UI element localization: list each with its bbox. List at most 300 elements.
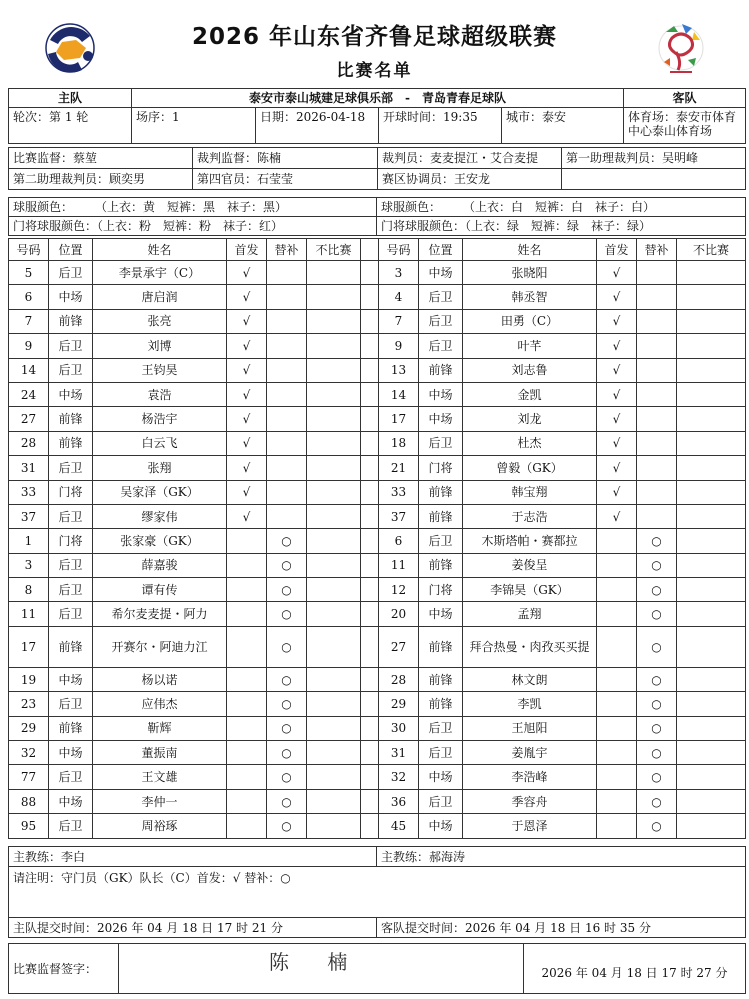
absent-mark-cell [307,309,361,333]
col-sub-header: 替补 [637,239,677,261]
sub-mark-cell [637,309,677,333]
absent-mark-cell [677,814,746,838]
table-row [9,553,746,577]
away-gk-kit-field [377,217,746,236]
player-number: 4 [379,285,419,309]
starter-mark-cell [597,578,637,602]
player-name: 王钧昊 [93,358,227,382]
sub-mark-cell [267,431,307,455]
player-number: 36 [379,789,419,813]
sub-mark-cell [637,358,677,382]
player-name: 季容舟 [463,789,597,813]
player-position: 后卫 [49,553,93,577]
starter-mark-cell [227,741,267,765]
table-row [9,407,746,431]
referee-field: 裁判员：麦麦提江・艾合麦提 [378,148,562,169]
starter-mark-cell: √ [227,504,267,528]
starter-mark-cell [227,578,267,602]
sub-mark-cell [267,309,307,333]
home-submission-time: 主队提交时间：2026 年 04 月 18 日 17 时 21 分 [9,918,377,938]
table-row [9,285,746,309]
player-name: 刘博 [93,334,227,358]
player-name: 张晓阳 [463,261,597,285]
starter-mark-cell [227,626,267,667]
absent-mark-cell [307,504,361,528]
player-position: 门将 [49,480,93,504]
absent-mark-cell [677,667,746,691]
player-position: 后卫 [419,789,463,813]
document-header [0,0,749,88]
player-name: 希尔麦麦提・阿力 [93,602,227,626]
player-number: 32 [379,765,419,789]
sub-mark-cell: ○ [637,602,677,626]
player-number: 14 [9,358,49,382]
divider-cell [361,261,379,285]
table-row [9,578,746,602]
sub-mark-cell: ○ [267,692,307,716]
divider-cell [361,407,379,431]
player-name: 于志浩 [463,504,597,528]
absent-mark-cell [307,358,361,382]
player-position: 前锋 [49,407,93,431]
player-position: 后卫 [49,692,93,716]
sub-mark-cell [267,285,307,309]
starter-mark-cell [597,667,637,691]
sub-mark-cell: ○ [637,789,677,813]
player-name: 韩宝翔 [463,480,597,504]
divider-cell [361,741,379,765]
table-row [9,431,746,455]
sub-mark-cell: ○ [267,814,307,838]
divider-cell [361,578,379,602]
player-number: 6 [379,529,419,553]
sub-mark-cell [267,261,307,285]
ar1-field: 第一助理裁判员：吴明峰 [562,148,746,169]
kickoff-field: 开球时间：19:35 [379,108,502,144]
player-position: 中场 [49,741,93,765]
player-number: 37 [9,504,49,528]
player-position: 前锋 [419,504,463,528]
table-row [9,626,746,667]
match-info-table [8,88,746,144]
supervisor-signature: 陈 楠 [269,950,364,974]
player-number: 23 [9,692,49,716]
player-position: 后卫 [49,578,93,602]
player-position: 前锋 [49,431,93,455]
player-number: 77 [9,765,49,789]
player-number: 14 [379,382,419,406]
player-number: 45 [379,814,419,838]
absent-mark-cell [677,626,746,667]
player-name: 靳辉 [93,716,227,740]
sub-mark-cell: ○ [267,578,307,602]
player-number: 8 [9,578,49,602]
starter-mark-cell: √ [227,480,267,504]
starter-mark-cell: √ [227,261,267,285]
roster-header-row [9,239,746,261]
player-position: 后卫 [419,716,463,740]
player-name: 杨以诺 [93,667,227,691]
absent-mark-cell [677,358,746,382]
starter-mark-cell [597,626,637,667]
absent-mark-cell [307,334,361,358]
divider-cell [361,309,379,333]
signature-label: 比赛监督签字： [9,944,119,994]
sub-mark-cell: ○ [267,716,307,740]
starter-mark-cell [597,814,637,838]
absent-mark-cell [677,504,746,528]
divider-cell [361,382,379,406]
player-name: 姜俊呈 [463,553,597,577]
sub-mark-cell: ○ [267,602,307,626]
player-position: 中场 [49,667,93,691]
sub-mark-cell [637,382,677,406]
player-name: 周裕琢 [93,814,227,838]
player-position: 前锋 [49,716,93,740]
col-position-header: 位置 [419,239,463,261]
absent-mark-cell [307,765,361,789]
player-number: 12 [379,578,419,602]
sub-mark-cell: ○ [637,741,677,765]
starter-mark-cell: √ [227,334,267,358]
player-name: 刘志鲁 [463,358,597,382]
ar2-field: 第二助理裁判员：顾奕男 [9,169,193,190]
player-number: 17 [379,407,419,431]
absent-mark-cell [677,285,746,309]
absent-mark-cell [677,407,746,431]
sub-mark-cell [637,431,677,455]
absent-mark-cell [307,602,361,626]
venue-field: 体育场：泰安市体育中心泰山体育场 [624,108,746,144]
player-name: 王文雄 [93,765,227,789]
player-number: 29 [379,692,419,716]
player-number: 7 [379,309,419,333]
divider-cell [361,765,379,789]
absent-mark-cell [307,692,361,716]
player-name: 曾毅（GK） [463,456,597,480]
divider-cell [361,358,379,382]
home-kit-field [9,198,377,217]
away-team-label: 客队 [624,89,746,108]
divider-cell [361,553,379,577]
away-kit-field [377,198,746,217]
absent-mark-cell [307,431,361,455]
col-number-header: 号码 [9,239,49,261]
player-position: 中场 [419,261,463,285]
absent-mark-cell [307,480,361,504]
table-row [9,358,746,382]
absent-mark-cell [677,716,746,740]
player-position: 后卫 [49,814,93,838]
player-name: 李锦昊（GK） [463,578,597,602]
starter-mark-cell [597,789,637,813]
player-position: 前锋 [419,480,463,504]
table-row [9,456,746,480]
starter-mark-cell: √ [227,407,267,431]
player-number: 11 [379,553,419,577]
player-position: 中场 [49,789,93,813]
absent-mark-cell [307,529,361,553]
divider-cell [361,529,379,553]
starter-mark-cell [597,553,637,577]
starter-mark-cell [597,765,637,789]
absent-mark-cell [307,578,361,602]
absent-mark-cell [677,692,746,716]
player-name: 王旭阳 [463,716,597,740]
player-number: 19 [9,667,49,691]
player-number: 20 [379,602,419,626]
starter-mark-cell: √ [227,309,267,333]
player-number: 17 [9,626,49,667]
player-number: 3 [9,553,49,577]
starter-mark-cell [597,602,637,626]
player-name: 拜合热曼・肉孜买买提 [463,626,597,667]
player-name: 张翔 [93,456,227,480]
starter-mark-cell: √ [597,334,637,358]
player-name: 孟翔 [463,602,597,626]
player-position: 后卫 [49,504,93,528]
sub-mark-cell: ○ [267,765,307,789]
player-number: 28 [379,667,419,691]
player-position: 后卫 [419,285,463,309]
sub-mark-cell: ○ [267,529,307,553]
player-name: 唐启润 [93,285,227,309]
player-position: 前锋 [49,626,93,667]
player-number: 28 [9,431,49,455]
divider-cell [361,239,379,261]
divider-cell [361,716,379,740]
table-row [9,814,746,838]
sub-mark-cell [637,334,677,358]
supervisor-field: 比赛监督：蔡堃 [9,148,193,169]
col-starter-header: 首发 [597,239,637,261]
sub-mark-cell: ○ [637,553,677,577]
player-position: 前锋 [49,309,93,333]
divider-cell [361,456,379,480]
home-kit-value: （上衣：黄 短裤：黑 袜子：黑） [95,200,288,214]
player-number: 1 [9,529,49,553]
table-row [9,716,746,740]
player-name: 谭有传 [93,578,227,602]
player-position: 前锋 [419,358,463,382]
coordinator-field: 赛区协调员：王安龙 [378,169,562,190]
starter-mark-cell [597,716,637,740]
legend-note: 请注明：守门员（GK）队长（C）首发：√ 替补：○ [9,867,746,918]
host-city-logo-icon [652,18,710,80]
col-starter-header: 首发 [227,239,267,261]
player-position: 后卫 [49,261,93,285]
player-name: 吴家泽（GK） [93,480,227,504]
player-number: 37 [379,504,419,528]
player-position: 后卫 [49,358,93,382]
player-position: 后卫 [49,602,93,626]
table-row [9,667,746,691]
player-number: 18 [379,431,419,455]
table-row [9,692,746,716]
signature-table [8,943,746,994]
player-position: 后卫 [49,765,93,789]
absent-mark-cell [307,553,361,577]
player-position: 中场 [419,814,463,838]
player-number: 95 [9,814,49,838]
away-coach-field: 主教练：郝海涛 [377,847,746,867]
player-name: 应伟杰 [93,692,227,716]
player-name: 开赛尔・阿迪力江 [93,626,227,667]
starter-mark-cell: √ [597,431,637,455]
player-name: 李凯 [463,692,597,716]
col-absent-header: 不比赛 [307,239,361,261]
absent-mark-cell [677,602,746,626]
player-number: 31 [379,741,419,765]
player-number: 32 [9,741,49,765]
player-number: 11 [9,602,49,626]
absent-mark-cell [307,456,361,480]
player-name: 姜胤宇 [463,741,597,765]
starter-mark-cell [597,529,637,553]
divider-cell [361,626,379,667]
player-number: 33 [379,480,419,504]
absent-mark-cell [677,553,746,577]
kit-colors-table [8,197,746,236]
signature-datetime: 2026 年 04 月 18 日 17 时 27 分 [524,944,746,994]
table-row [9,382,746,406]
divider-cell [361,504,379,528]
table-row [9,529,746,553]
starter-mark-cell: √ [597,285,637,309]
away-gk-kit-label: 门将球服颜色： [381,219,466,233]
away-kit-value: （上衣：白 短裤：白 袜子：白） [463,200,656,214]
empty-cell [562,169,746,190]
player-position: 前锋 [419,626,463,667]
divider-cell [361,814,379,838]
starter-mark-cell [227,765,267,789]
home-gk-kit-label: 门将球服颜色： [13,219,98,233]
starter-mark-cell [227,814,267,838]
sub-mark-cell [637,504,677,528]
away-kit-label: 球服颜色： [381,200,442,214]
divider-cell [361,334,379,358]
player-name: 李景承宇（C） [93,261,227,285]
player-name: 缪家伟 [93,504,227,528]
sub-mark-cell: ○ [267,667,307,691]
table-row [9,334,746,358]
table-row [9,504,746,528]
absent-mark-cell [307,716,361,740]
player-number: 33 [9,480,49,504]
home-gk-kit-value: （上衣：粉 短裤：粉 袜子：红） [97,219,284,233]
absent-mark-cell [307,261,361,285]
player-position: 后卫 [419,431,463,455]
home-team-label: 主队 [9,89,132,108]
sub-mark-cell [267,358,307,382]
starter-mark-cell: √ [597,456,637,480]
player-position: 前锋 [419,553,463,577]
player-number: 13 [379,358,419,382]
player-position: 中场 [419,765,463,789]
player-name: 李浩峰 [463,765,597,789]
player-number: 6 [9,285,49,309]
player-number: 9 [9,334,49,358]
sub-mark-cell [637,285,677,309]
sub-mark-cell [267,456,307,480]
sub-mark-cell: ○ [637,692,677,716]
absent-mark-cell [307,382,361,406]
player-number: 29 [9,716,49,740]
player-name: 叶芊 [463,334,597,358]
player-number: 30 [379,716,419,740]
starter-mark-cell [227,789,267,813]
date-field: 日期：2026-04-18 [256,108,379,144]
absent-mark-cell [677,261,746,285]
roster-table [8,238,746,839]
absent-mark-cell [677,456,746,480]
absent-mark-cell [677,789,746,813]
player-position: 中场 [419,407,463,431]
player-name: 韩丞智 [463,285,597,309]
player-position: 后卫 [419,309,463,333]
player-number: 5 [9,261,49,285]
sub-mark-cell: ○ [637,529,677,553]
starter-mark-cell: √ [227,358,267,382]
starter-mark-cell [227,667,267,691]
player-number: 27 [379,626,419,667]
starter-mark-cell: √ [227,285,267,309]
away-submission-time: 客队提交时间：2026 年 04 月 18 日 16 时 35 分 [377,918,746,938]
sub-mark-cell: ○ [267,553,307,577]
sub-mark-cell [637,456,677,480]
absent-mark-cell [677,334,746,358]
sub-mark-cell [267,334,307,358]
table-row [9,789,746,813]
table-row [9,480,746,504]
officials-table [8,147,746,190]
absent-mark-cell [677,431,746,455]
home-gk-kit-field [9,217,377,236]
player-position: 中场 [49,285,93,309]
starter-mark-cell: √ [597,504,637,528]
starter-mark-cell [597,692,637,716]
absent-mark-cell [677,529,746,553]
player-name: 董振南 [93,741,227,765]
player-name: 杜杰 [463,431,597,455]
starter-mark-cell: √ [227,431,267,455]
absent-mark-cell [307,814,361,838]
table-row [9,765,746,789]
player-position: 中场 [419,382,463,406]
player-name: 白云飞 [93,431,227,455]
round-field: 轮次：第 1 轮 [9,108,132,144]
player-position: 门将 [49,529,93,553]
absent-mark-cell [677,480,746,504]
player-name: 金凯 [463,382,597,406]
starter-mark-cell [227,692,267,716]
col-absent-header: 不比赛 [677,239,746,261]
absent-mark-cell [677,765,746,789]
sub-mark-cell: ○ [267,626,307,667]
absent-mark-cell [677,309,746,333]
city-field: 城市：泰安 [502,108,624,144]
absent-mark-cell [307,285,361,309]
player-position: 门将 [419,456,463,480]
player-position: 后卫 [49,456,93,480]
sub-mark-cell: ○ [637,667,677,691]
player-position: 前锋 [419,667,463,691]
player-number: 24 [9,382,49,406]
sub-mark-cell [637,261,677,285]
fourth-official-field: 第四官员：石莹莹 [193,169,378,190]
sub-mark-cell: ○ [267,741,307,765]
player-number: 3 [379,261,419,285]
